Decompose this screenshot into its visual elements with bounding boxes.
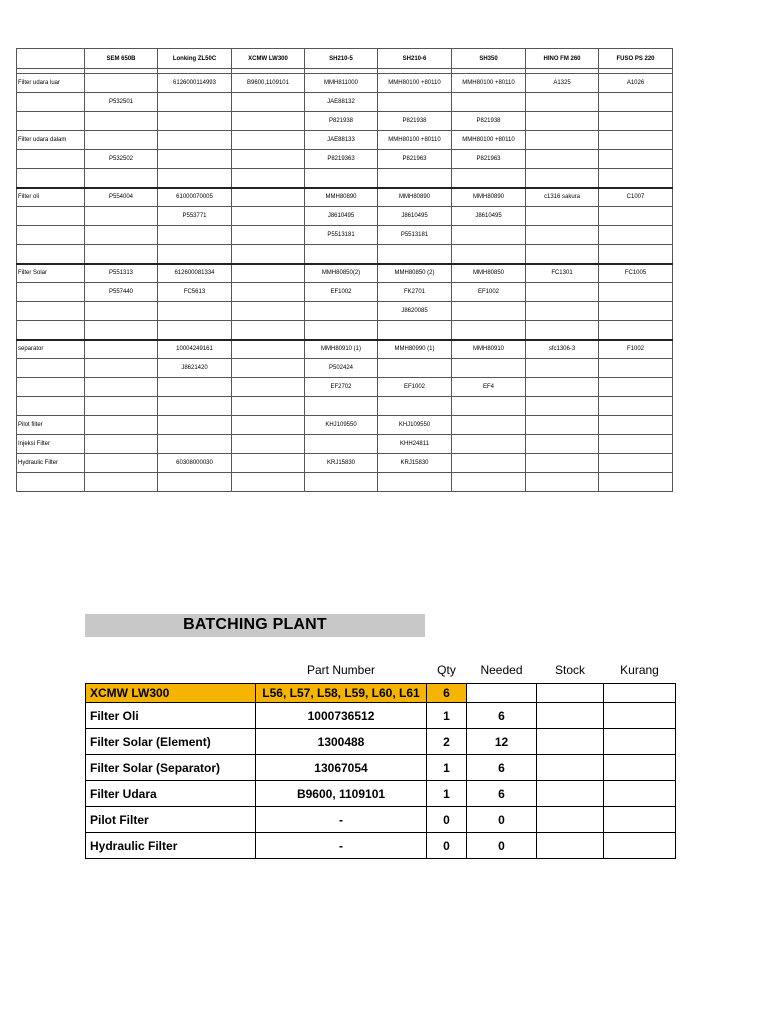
part-number-cell — [85, 454, 158, 473]
part-number-cell — [158, 131, 232, 150]
part-number-cell — [526, 169, 599, 188]
part-number-cell — [232, 188, 305, 207]
part-number-cell: MMH80850 — [452, 264, 526, 283]
part-number-cell: A1026 — [599, 74, 673, 93]
part-number-cell — [378, 245, 452, 264]
part-number-cell — [158, 416, 232, 435]
part-number-cell: sfc1306-3 — [526, 340, 599, 359]
part-number-cell: MMH80100 +80110 — [452, 74, 526, 93]
part-number-cell — [526, 302, 599, 321]
bp-header-qty: Qty — [437, 663, 456, 677]
filter-table-row — [17, 283, 673, 302]
part-number-cell — [526, 245, 599, 264]
part-number-cell — [158, 302, 232, 321]
bp-part-number: - — [256, 807, 427, 833]
part-number-cell — [158, 473, 232, 492]
part-number-cell: JAE88133 — [305, 131, 378, 150]
part-number-cell — [452, 435, 526, 454]
bp-qty: 1 — [427, 755, 467, 781]
filter-type-cell — [17, 150, 85, 169]
part-number-cell — [378, 397, 452, 416]
part-number-cell: 61000070005 — [158, 188, 232, 207]
part-number-cell — [452, 473, 526, 492]
bp-part-number: - — [256, 833, 427, 859]
part-number-cell — [232, 473, 305, 492]
part-number-cell — [452, 454, 526, 473]
filter-table-row — [17, 359, 673, 378]
bp-needed: 6 — [467, 755, 537, 781]
bp-item-row — [86, 781, 676, 807]
part-number-cell — [452, 359, 526, 378]
bp-item-row — [86, 755, 676, 781]
part-number-cell: KRJ15830 — [378, 454, 452, 473]
part-number-cell — [158, 226, 232, 245]
part-number-cell — [599, 150, 673, 169]
part-number-cell: P553771 — [158, 207, 232, 226]
bp-item-row — [86, 833, 676, 859]
part-number-cell — [85, 359, 158, 378]
part-number-cell: C1007 — [599, 188, 673, 207]
part-number-cell — [232, 93, 305, 112]
filter-type-cell: Pilot filter — [17, 416, 85, 435]
bp-qty: 0 — [427, 833, 467, 859]
bp-part-number: 13067054 — [256, 755, 427, 781]
bp-part-number: 1000736512 — [256, 703, 427, 729]
part-number-cell — [526, 397, 599, 416]
bp-item-name: Filter Solar (Separator) — [86, 755, 256, 781]
filter-type-cell — [17, 226, 85, 245]
part-number-cell — [85, 131, 158, 150]
part-number-cell — [232, 112, 305, 131]
part-number-cell — [599, 321, 673, 340]
part-number-cell — [452, 321, 526, 340]
part-number-cell — [305, 435, 378, 454]
part-number-cell — [526, 321, 599, 340]
filter-table-row — [17, 416, 673, 435]
bp-qty: 2 — [427, 729, 467, 755]
part-number-cell — [526, 226, 599, 245]
part-number-cell: MMH80100 +80110 — [452, 131, 526, 150]
part-number-cell — [232, 245, 305, 264]
part-number-cell — [599, 397, 673, 416]
bp-stock[interactable] — [537, 729, 604, 755]
filter-type-cell: Hydraulic Filter — [17, 454, 85, 473]
part-number-cell — [85, 378, 158, 397]
part-number-cell — [232, 340, 305, 359]
part-number-cell: 6126000114993 — [158, 74, 232, 93]
bp-stock[interactable] — [537, 703, 604, 729]
part-number-cell — [85, 473, 158, 492]
bp-item-name: Filter Oli — [86, 703, 256, 729]
bp-kurang[interactable] — [604, 781, 676, 807]
part-number-cell — [305, 473, 378, 492]
part-number-cell — [85, 321, 158, 340]
part-number-cell: EF1002 — [305, 283, 378, 302]
part-number-cell — [85, 112, 158, 131]
part-number-cell — [526, 207, 599, 226]
bp-header-stock: Stock — [554, 663, 585, 677]
filter-table-row — [17, 207, 673, 226]
part-number-cell: FC1301 — [526, 264, 599, 283]
part-number-cell — [232, 150, 305, 169]
filter-table-row — [17, 93, 673, 112]
part-number-cell: MMH80890 — [378, 188, 452, 207]
filter-type-cell: Filter udara luar — [17, 74, 85, 93]
part-number-cell — [232, 169, 305, 188]
part-number-cell: B9600,1109101 — [232, 74, 305, 93]
part-number-cell: EF4 — [452, 378, 526, 397]
part-number-cell — [305, 321, 378, 340]
bp-qty: 1 — [427, 703, 467, 729]
filter-table-row — [17, 226, 673, 245]
part-number-cell — [378, 321, 452, 340]
header-cell: Lonking ZL50C — [158, 49, 232, 69]
part-number-cell — [378, 359, 452, 378]
part-number-cell — [85, 245, 158, 264]
part-number-cell: A1325 — [526, 74, 599, 93]
part-number-cell — [232, 321, 305, 340]
part-number-cell — [158, 169, 232, 188]
bp-table-body — [86, 684, 676, 859]
filter-type-cell: separator — [17, 340, 85, 359]
bp-item-row — [86, 807, 676, 833]
bp-needed: 0 — [467, 807, 537, 833]
header-cell: SEM 650B — [85, 49, 158, 69]
bp-stock[interactable] — [537, 833, 604, 859]
part-number-cell: KHH24811 — [378, 435, 452, 454]
part-number-cell — [452, 416, 526, 435]
part-number-cell: MMH80100 +80110 — [378, 131, 452, 150]
bp-needed: 12 — [467, 729, 537, 755]
part-number-cell — [158, 112, 232, 131]
part-number-cell — [305, 302, 378, 321]
part-number-cell — [452, 302, 526, 321]
part-number-cell — [158, 150, 232, 169]
bp-stock[interactable] — [537, 807, 604, 833]
bp-header-cell — [86, 657, 256, 684]
filter-crossref-table — [16, 48, 673, 492]
header-cell: XCMW LW300 — [232, 49, 305, 69]
filter-type-cell — [17, 283, 85, 302]
part-number-cell — [85, 74, 158, 93]
batching-plant-table — [85, 657, 676, 859]
part-number-cell — [85, 302, 158, 321]
part-number-cell: P821938 — [378, 112, 452, 131]
part-number-cell: MMH80990 (1) — [378, 340, 452, 359]
bp-cell — [604, 684, 676, 703]
part-number-cell — [526, 454, 599, 473]
part-number-cell — [599, 283, 673, 302]
bp-stock[interactable] — [537, 755, 604, 781]
bp-item-row — [86, 703, 676, 729]
part-number-cell: P554004 — [85, 188, 158, 207]
part-number-cell: P821963 — [378, 150, 452, 169]
part-number-cell — [232, 397, 305, 416]
part-number-cell — [85, 340, 158, 359]
bp-kurang[interactable] — [604, 755, 676, 781]
part-number-cell — [85, 435, 158, 454]
part-number-cell: J8621420 — [158, 359, 232, 378]
part-number-cell: MMH80100 +80110 — [378, 74, 452, 93]
part-number-cell: F1002 — [599, 340, 673, 359]
bp-item-name: Pilot Filter — [86, 807, 256, 833]
part-number-cell — [158, 245, 232, 264]
part-number-cell — [526, 283, 599, 302]
bp-item-name: Filter Solar (Element) — [86, 729, 256, 755]
filter-type-cell — [17, 93, 85, 112]
filter-table-row — [17, 74, 673, 93]
filter-type-cell: Filter oli — [17, 188, 85, 207]
part-number-cell — [232, 283, 305, 302]
bp-header-row — [86, 657, 676, 684]
part-number-cell — [85, 226, 158, 245]
part-number-cell — [599, 245, 673, 264]
bp-kurang[interactable] — [604, 703, 676, 729]
part-number-cell: P551313 — [85, 264, 158, 283]
filter-table-row — [17, 340, 673, 359]
bp-kurang[interactable] — [604, 833, 676, 859]
filter-table-header-row — [17, 49, 673, 69]
part-number-cell: P557440 — [85, 283, 158, 302]
part-number-cell — [599, 359, 673, 378]
part-number-cell — [85, 416, 158, 435]
part-number-cell: P502424 — [305, 359, 378, 378]
bp-item-name: Filter Udara — [86, 781, 256, 807]
header-cell: SH210-5 — [305, 49, 378, 69]
bp-unit-codes: L56, L57, L58, L59, L60, L61 — [256, 684, 427, 703]
bp-part-number: B9600, 1109101 — [256, 781, 427, 807]
part-number-cell: FC5613 — [158, 283, 232, 302]
part-number-cell — [158, 435, 232, 454]
header-cell — [17, 49, 85, 69]
part-number-cell: J8610495 — [305, 207, 378, 226]
part-number-cell — [158, 321, 232, 340]
part-number-cell — [232, 226, 305, 245]
part-number-cell: P532502 — [85, 150, 158, 169]
filter-table-row — [17, 397, 673, 416]
part-number-cell — [599, 131, 673, 150]
bp-kurang[interactable] — [604, 807, 676, 833]
part-number-cell — [158, 378, 232, 397]
part-number-cell — [378, 93, 452, 112]
part-number-cell — [526, 378, 599, 397]
bp-needed: 6 — [467, 703, 537, 729]
part-number-cell: KHJ109550 — [378, 416, 452, 435]
part-number-cell: P8219363 — [305, 150, 378, 169]
part-number-cell — [526, 150, 599, 169]
bp-needed: 0 — [467, 833, 537, 859]
part-number-cell — [452, 397, 526, 416]
filter-type-cell — [17, 359, 85, 378]
part-number-cell: P532501 — [85, 93, 158, 112]
part-number-cell: EF2702 — [305, 378, 378, 397]
bp-kurang[interactable] — [604, 729, 676, 755]
part-number-cell — [232, 264, 305, 283]
part-number-cell — [599, 169, 673, 188]
filter-table-row — [17, 150, 673, 169]
part-number-cell: FK2701 — [378, 283, 452, 302]
part-number-cell — [599, 378, 673, 397]
part-number-cell — [85, 397, 158, 416]
bp-stock[interactable] — [537, 781, 604, 807]
filter-table-body — [17, 69, 673, 492]
header-cell: SH210-6 — [378, 49, 452, 69]
bp-qty: 0 — [427, 807, 467, 833]
header-cell: FUSO PS 220 — [599, 49, 673, 69]
part-number-cell — [378, 473, 452, 492]
part-number-cell: KRJ15830 — [305, 454, 378, 473]
filter-table-row — [17, 245, 673, 264]
part-number-cell: 612600081334 — [158, 264, 232, 283]
part-number-cell — [232, 131, 305, 150]
part-number-cell — [452, 169, 526, 188]
bp-needed: 6 — [467, 781, 537, 807]
part-number-cell: FC1005 — [599, 264, 673, 283]
bp-unit-name: XCMW LW300 — [86, 684, 256, 703]
part-number-cell — [232, 416, 305, 435]
filter-table-row — [17, 454, 673, 473]
filter-type-cell — [17, 112, 85, 131]
filter-type-cell — [17, 245, 85, 264]
part-number-cell — [526, 416, 599, 435]
part-number-cell — [232, 359, 305, 378]
part-number-cell: J8610495 — [378, 207, 452, 226]
bp-highlight-row — [86, 684, 676, 703]
part-number-cell: MMH80890 — [452, 188, 526, 207]
part-number-cell: P821963 — [452, 150, 526, 169]
part-number-cell — [599, 416, 673, 435]
part-number-cell — [232, 302, 305, 321]
part-number-cell — [85, 207, 158, 226]
header-cell: SH350 — [452, 49, 526, 69]
filter-type-cell — [17, 378, 85, 397]
part-number-cell: JAE88132 — [305, 93, 378, 112]
filter-type-cell — [17, 397, 85, 416]
part-number-cell — [452, 93, 526, 112]
part-number-cell: MMH80850 (2) — [378, 264, 452, 283]
batching-plant-title: BATCHING PLANT — [183, 616, 327, 633]
bp-cell — [467, 684, 537, 703]
part-number-cell — [232, 207, 305, 226]
part-number-cell: P821938 — [452, 112, 526, 131]
part-number-cell: EF1002 — [452, 283, 526, 302]
filter-table-row — [17, 188, 673, 207]
part-number-cell — [158, 93, 232, 112]
part-number-cell — [526, 359, 599, 378]
part-number-cell — [599, 454, 673, 473]
part-number-cell — [599, 207, 673, 226]
bp-item-row — [86, 729, 676, 755]
part-number-cell — [85, 169, 158, 188]
part-number-cell: J8610495 — [452, 207, 526, 226]
bp-qty: 1 — [427, 781, 467, 807]
part-number-cell — [599, 112, 673, 131]
part-number-cell — [526, 112, 599, 131]
bp-cell — [537, 684, 604, 703]
part-number-cell — [305, 245, 378, 264]
filter-type-cell: Filter Solar — [17, 264, 85, 283]
filter-table-row — [17, 264, 673, 283]
filter-type-cell — [17, 169, 85, 188]
filter-table-row — [17, 302, 673, 321]
filter-type-cell — [17, 302, 85, 321]
filter-type-cell — [17, 473, 85, 492]
part-number-cell — [599, 226, 673, 245]
bp-item-name: Hydraulic Filter — [86, 833, 256, 859]
bp-part-number: 1300488 — [256, 729, 427, 755]
part-number-cell: 10004249161 — [158, 340, 232, 359]
part-number-cell: P5513181 — [305, 226, 378, 245]
part-number-cell — [526, 131, 599, 150]
filter-table-row — [17, 435, 673, 454]
part-number-cell — [232, 435, 305, 454]
filter-table-row — [17, 321, 673, 340]
header-cell: HINO FM 260 — [526, 49, 599, 69]
part-number-cell — [452, 245, 526, 264]
part-number-cell — [158, 397, 232, 416]
part-number-cell: MMH80890 — [305, 188, 378, 207]
filter-table-row — [17, 112, 673, 131]
part-number-cell — [305, 169, 378, 188]
filter-type-cell — [17, 207, 85, 226]
filter-table-row — [17, 473, 673, 492]
filter-type-cell: Filter udara dalam — [17, 131, 85, 150]
part-number-cell — [599, 435, 673, 454]
part-number-cell: MMH80910 — [452, 340, 526, 359]
part-number-cell — [599, 473, 673, 492]
part-number-cell: P821938 — [305, 112, 378, 131]
part-number-cell: EF1002 — [378, 378, 452, 397]
part-number-cell: 60308000030 — [158, 454, 232, 473]
bp-unit-count: 6 — [427, 684, 467, 703]
part-number-cell — [526, 473, 599, 492]
part-number-cell: MMH80910 (1) — [305, 340, 378, 359]
bp-header-kurang: Kurang — [620, 663, 659, 677]
part-number-cell — [305, 397, 378, 416]
part-number-cell — [232, 378, 305, 397]
part-number-cell — [232, 454, 305, 473]
part-number-cell: MMH811000 — [305, 74, 378, 93]
bp-header-needed: Needed — [480, 663, 523, 677]
part-number-cell — [526, 93, 599, 112]
part-number-cell: J8620085 — [378, 302, 452, 321]
part-number-cell — [526, 435, 599, 454]
filter-table-row — [17, 169, 673, 188]
part-number-cell: MMH80850(2) — [305, 264, 378, 283]
part-number-cell: KHJ109550 — [305, 416, 378, 435]
bp-header-part-number: Part Number — [306, 663, 376, 677]
part-number-cell — [599, 93, 673, 112]
filter-type-cell: Injeksi Filter — [17, 435, 85, 454]
part-number-cell: c1316 sakura — [526, 188, 599, 207]
batching-plant-title-bar — [85, 614, 425, 637]
part-number-cell — [452, 226, 526, 245]
filter-type-cell — [17, 321, 85, 340]
part-number-cell — [599, 302, 673, 321]
filter-table-row — [17, 378, 673, 397]
part-number-cell — [378, 169, 452, 188]
part-number-cell: P5513181 — [378, 226, 452, 245]
filter-table-row — [17, 131, 673, 150]
